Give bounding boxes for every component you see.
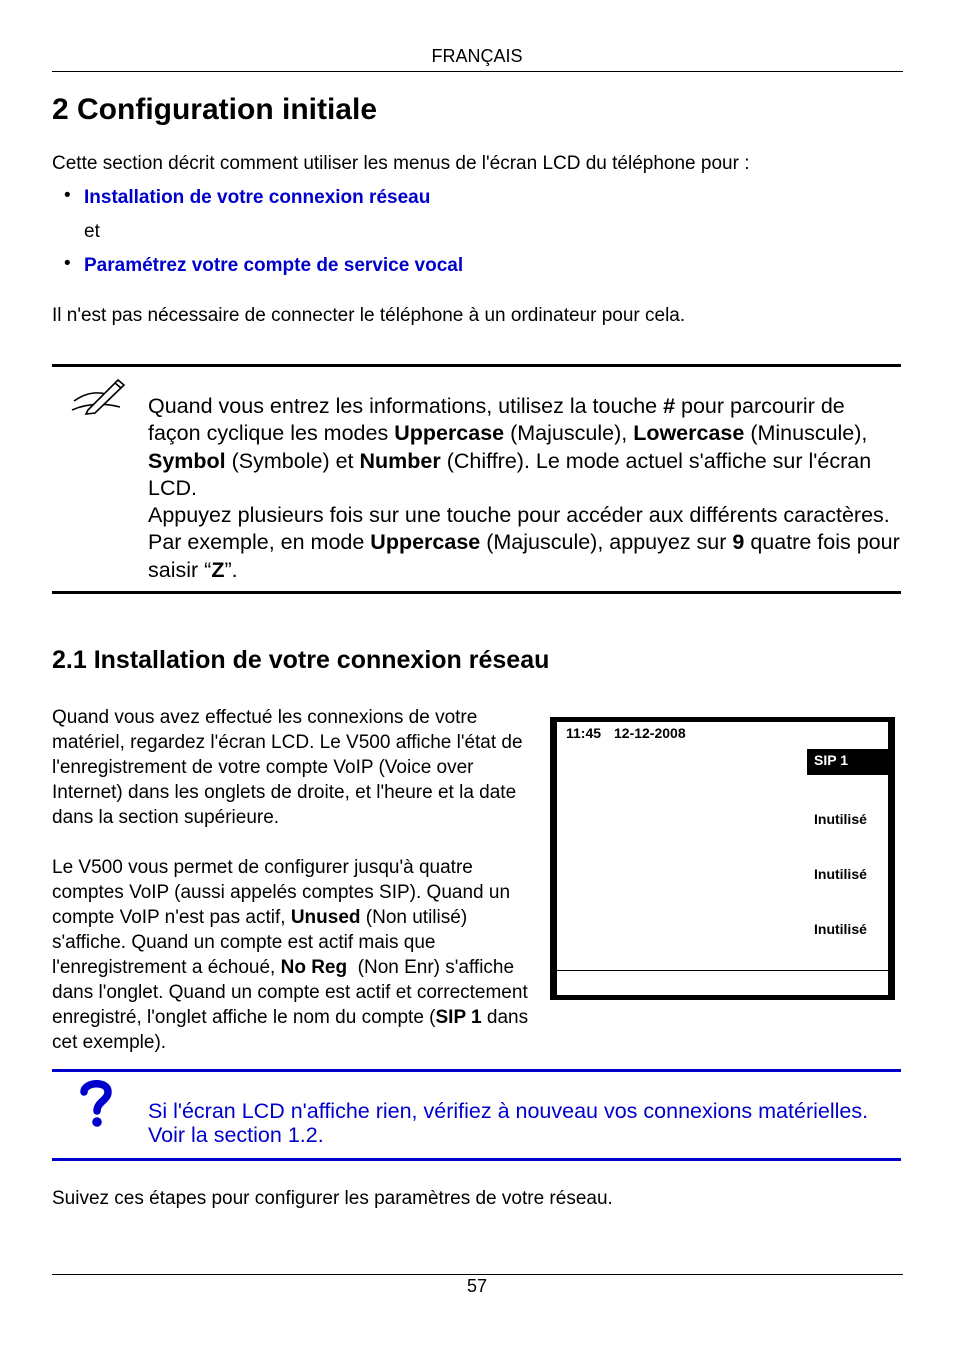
section-paragraph-2: Le V500 vous permet de configurer jusqu'à quatre comptes VoIP (aussi appelés comptes SIP). Quand un compte VoIP n'est pas actif, Unused (Non utilisé) s'affiche. Quand un compte est actif mais que l'enregistrement a échoué, No Reg (Non Enr) s'affiche dans l'onglet. Quand un compte est actif et correctement enregistré, l'onglet affiche le nom du compte (SIP 1 dans cet exemple).	[52, 857, 534, 1053]
lcd-tab-2: Inutilisé	[814, 811, 867, 827]
question-mark-icon	[78, 1078, 114, 1130]
note-text: Quand vous entrez les informations, utilisez la touche # pour parcourir de façon cyclique les modes Uppercase (Majuscule), Lowercase (Minuscule), Symbol (Symbole) et Number (Chiffre). Le mode actuel s'affiche sur l'écran LCD. Appuyez plusieurs fois sur une touche pour accéder aux différents caractères. Par exemple, en mode Uppercase (Majuscule), appuyez sur 9 quatre fois pour saisir “Z”.	[148, 394, 900, 582]
intro-closing: Il n'est pas nécessaire de connecter le téléphone à un ordinateur pour cela.	[52, 305, 686, 326]
tip-bottom-rule	[52, 1158, 901, 1161]
page-number: 57	[466, 1276, 488, 1296]
header-rule	[52, 71, 903, 72]
link-network-setup[interactable]: Installation de votre connexion réseau	[84, 187, 431, 208]
note-top-rule	[52, 364, 901, 367]
section-title: 2.1 Installation de votre connexion réseau	[52, 646, 550, 674]
lcd-date: 12-12-2008	[614, 725, 686, 741]
chapter-title: 2 Configuration initiale	[52, 93, 378, 126]
link-voice-account[interactable]: Paramétrez votre compte de service vocal	[84, 255, 464, 276]
bullet-marker: •	[64, 185, 71, 206]
lcd-tab-active-label: SIP 1	[814, 752, 848, 768]
bullet-marker: •	[64, 253, 71, 274]
tip-text: Si l'écran LCD n'affiche rien, vérifiez à nouveau vos connexions matérielles. Voir la section 1.2.	[148, 1099, 869, 1147]
lcd-tab-4: Inutilisé	[814, 921, 867, 937]
note-bottom-rule	[52, 591, 901, 594]
lcd-tab-active	[807, 749, 888, 775]
intro-paragraph: Cette section décrit comment utiliser les menus de l'écran LCD du téléphone pour :	[52, 153, 750, 174]
section-body	[52, 705, 538, 1055]
section-paragraph-1: Quand vous avez effectué les connexions de votre matériel, regardez l'écran LCD. Le V500 affiche l'état de l'enregistrement de votre compte VoIP (Voice over Internet) dans les onglets de droite, et l'heure et la date dans la section supérieure.	[52, 707, 523, 828]
lcd-tab-3: Inutilisé	[814, 866, 867, 882]
lcd-divider	[557, 970, 888, 971]
pencil-note-icon	[70, 376, 130, 416]
tip-top-rule	[52, 1069, 901, 1072]
closing-paragraph: Suivez ces étapes pour configurer les paramètres de votre réseau.	[52, 1188, 613, 1209]
footer-rule	[52, 1274, 903, 1275]
lcd-time: 11:45	[566, 725, 602, 741]
running-header: FRANÇAIS	[431, 46, 523, 66]
connector-text: et	[84, 221, 100, 242]
